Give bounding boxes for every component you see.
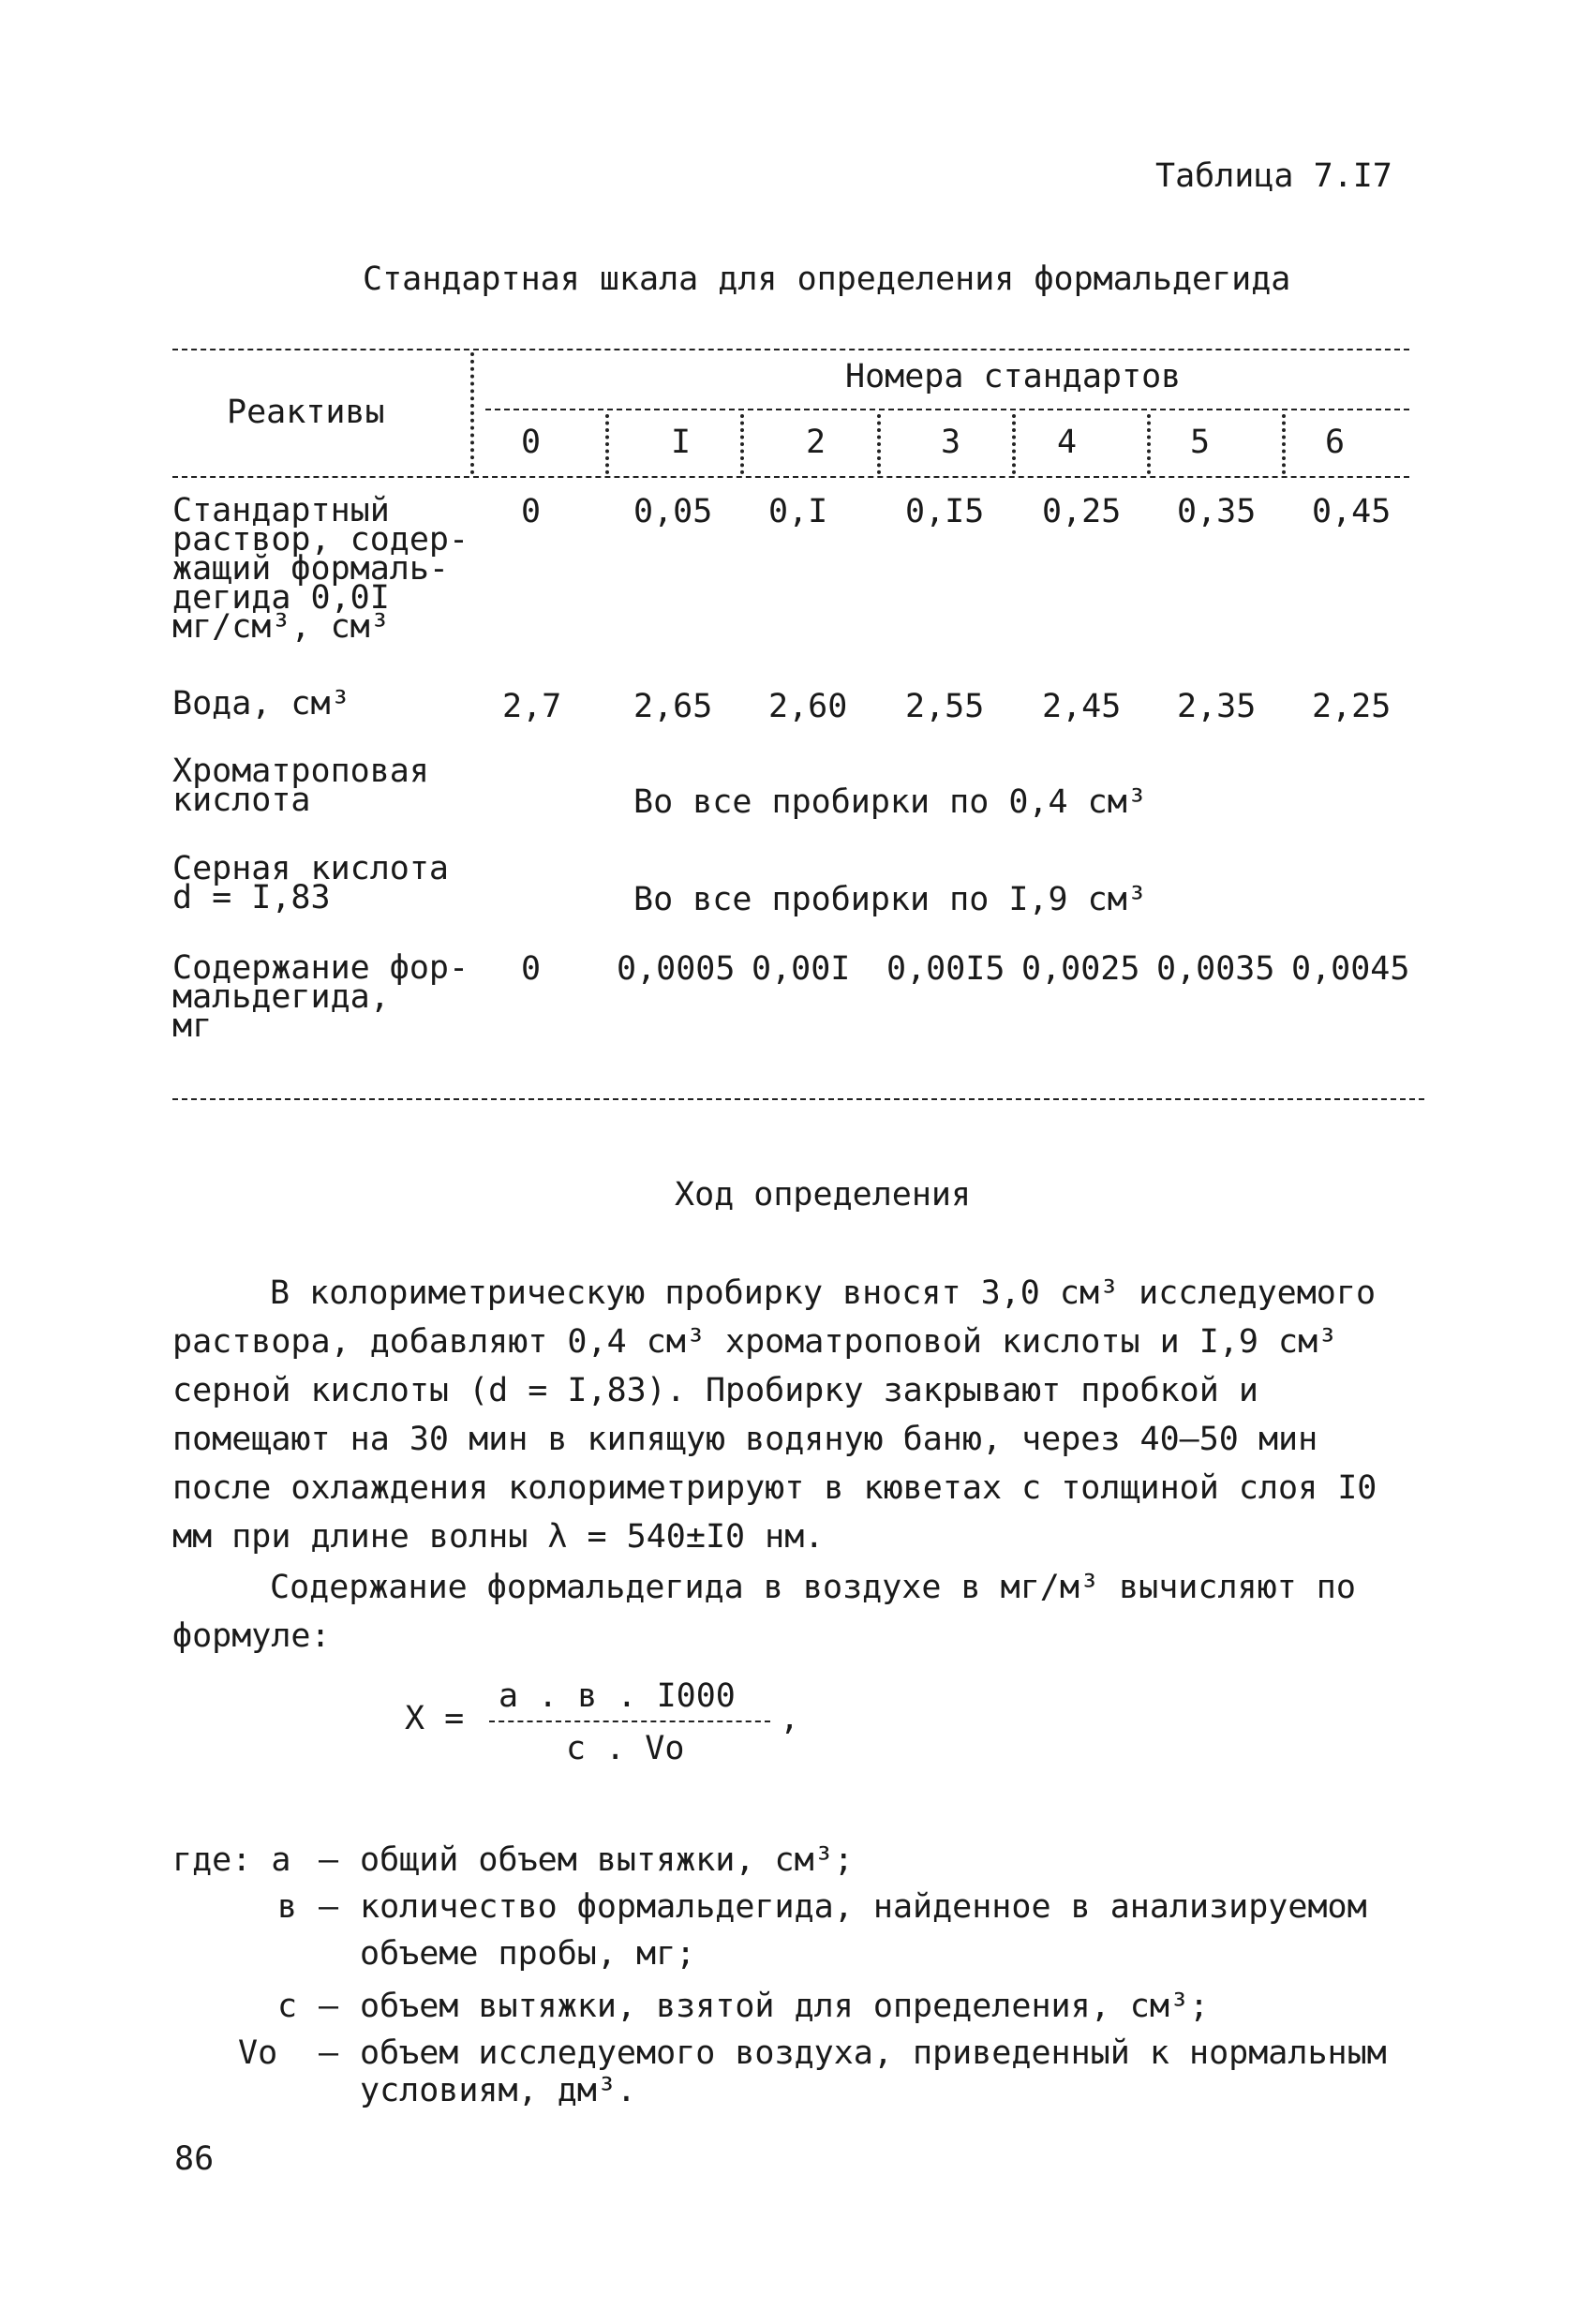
definition-text: условиям, дм³. [360, 2072, 637, 2109]
definition-symbol: в [277, 1888, 298, 1926]
definition-dash: – [319, 1841, 339, 1879]
table-top-rule [172, 349, 1409, 350]
row-label-line: Вода, см³ [172, 685, 350, 723]
merged-cell: Во все пробирки по 0,4 см³ [633, 783, 1147, 821]
row-label [172, 850, 450, 916]
formula-trailing: , [780, 1700, 800, 1737]
column-header: 4 [1057, 424, 1078, 461]
definition-symbol: Vо [238, 2034, 278, 2072]
definition-text: объем исследуемого воздуха, приведенный к нормальным [360, 2034, 1387, 2072]
page-number: 86 [174, 2140, 215, 2178]
table-cell: 0,05 [633, 493, 713, 530]
definition-item [172, 2067, 1391, 2114]
definition-symbol: где: а [172, 1841, 291, 1879]
row-label-line: кислота [172, 782, 311, 819]
column-header: 0 [521, 424, 542, 461]
column-separator [877, 414, 881, 474]
column-header: 5 [1190, 424, 1211, 461]
definition-text: количество формальдегида, найденное в анализируемом [360, 1888, 1367, 1926]
row-label [172, 492, 469, 646]
definition-text: объеме пробы, мг; [360, 1935, 696, 1973]
table-cell: 2,45 [1042, 688, 1122, 725]
row-label-line: Содержание фор- [172, 949, 469, 987]
definitions-list [172, 1837, 1391, 2114]
table-cell: 2,7 [502, 688, 562, 725]
table-cell: 0,I [768, 493, 828, 530]
definition-item [172, 1983, 1391, 2030]
table-cell: 2,65 [633, 688, 713, 725]
section-title: Ход определения [675, 1176, 972, 1214]
row-label-line: раствор, содер- [172, 521, 469, 559]
table-title: Стандартная шкала для определения формальдегида [363, 261, 1291, 298]
formula-lhs: X = [405, 1700, 465, 1737]
formula-numerator: а . в . I000 [499, 1677, 736, 1715]
definition-item [172, 1884, 1391, 1930]
table-cell: 0,I5 [905, 493, 985, 530]
table-cell: 0,00I5 [886, 950, 1005, 988]
table-cell: 2,25 [1312, 688, 1392, 725]
row-label-line: жащий формаль- [172, 550, 450, 588]
column-separator [1282, 414, 1286, 474]
definition-symbol: с [277, 1988, 298, 2025]
row-label [172, 752, 429, 819]
row-label-line: мг [172, 1007, 213, 1045]
definition-text: общий объем вытяжки, см³; [360, 1841, 854, 1879]
column-separator [1147, 414, 1151, 474]
row-label-line: дегида 0,0I [172, 579, 390, 617]
row-label-line: Хроматроповая [172, 752, 429, 790]
formula-denominator: с . Vо [566, 1730, 685, 1767]
table-cell: 0 [521, 493, 542, 530]
table-cell: 2,60 [768, 688, 848, 725]
definition-item [172, 1837, 1391, 1884]
table-cell: 0,0025 [1021, 950, 1140, 988]
table-cell: 0,0045 [1291, 950, 1410, 988]
row-label-line: Серная кислота [172, 850, 450, 887]
row-label [172, 949, 469, 1045]
header-bottom-rule [172, 476, 1409, 478]
column-separator [605, 414, 609, 474]
header-standards: Номера стандартов [845, 358, 1182, 395]
definition-dash: – [319, 2034, 339, 2072]
header-sub-rule [485, 409, 1409, 410]
paragraph: Содержание формальдегида в воздухе в мг/м³ вычисляют по формуле: [172, 1569, 1356, 1655]
column-header: I [671, 424, 692, 461]
header-reagents: Реактивы [227, 394, 385, 431]
paragraph: В колориметрическую пробирку вносят 3,0 см³ исследуемого раствора, добавляют 0,4 см³ хроматроповой кислоты и I,9 см³ серной кислоты (d = I,83). Пробирку закрывают пробкой и помещают на 30 мин в кипящую водяную баню, через 40–50 мин после охлаждения колориметрируют в кюветах с толщиной слоя I0 мм при длине волны λ = 540±I0 нм. [172, 1274, 1377, 1556]
fraction-bar [489, 1721, 770, 1722]
definition-item [172, 2030, 1391, 2072]
column-header: 6 [1325, 424, 1346, 461]
table-cell: 2,55 [905, 688, 985, 725]
definition-dash: – [319, 1988, 339, 2025]
row-label-line: мг/см³, см³ [172, 608, 390, 646]
definition-dash: – [319, 1888, 339, 1926]
row-label-line: Стандартный [172, 492, 390, 529]
merged-cell: Во все пробирки по I,9 см³ [633, 881, 1147, 918]
table-cell: 0,35 [1177, 493, 1257, 530]
formula [405, 1677, 892, 1780]
definition-item [172, 1930, 1391, 1983]
table-cell: 0,25 [1042, 493, 1122, 530]
row-label-line: d = I,83 [172, 879, 331, 916]
row-label-line: мальдегида, [172, 978, 390, 1016]
table-cell: 0,0005 [617, 950, 736, 988]
table-cell: 0,00I [752, 950, 851, 988]
definition-text: объем вытяжки, взятой для определения, см³; [360, 1988, 1210, 2025]
column-separator [740, 414, 744, 474]
table-cell: 0 [521, 950, 542, 988]
table-cell: 2,35 [1177, 688, 1257, 725]
table-cell: 0,45 [1312, 493, 1392, 530]
column-separator [1012, 414, 1016, 474]
row-label [172, 685, 350, 723]
column-header: 2 [806, 424, 826, 461]
header-separator [470, 352, 474, 474]
column-header: 3 [941, 424, 961, 461]
table-cell: 0,0035 [1156, 950, 1275, 988]
table-label: Таблица 7.I7 [1155, 157, 1392, 195]
table-bottom-rule [172, 1098, 1424, 1100]
